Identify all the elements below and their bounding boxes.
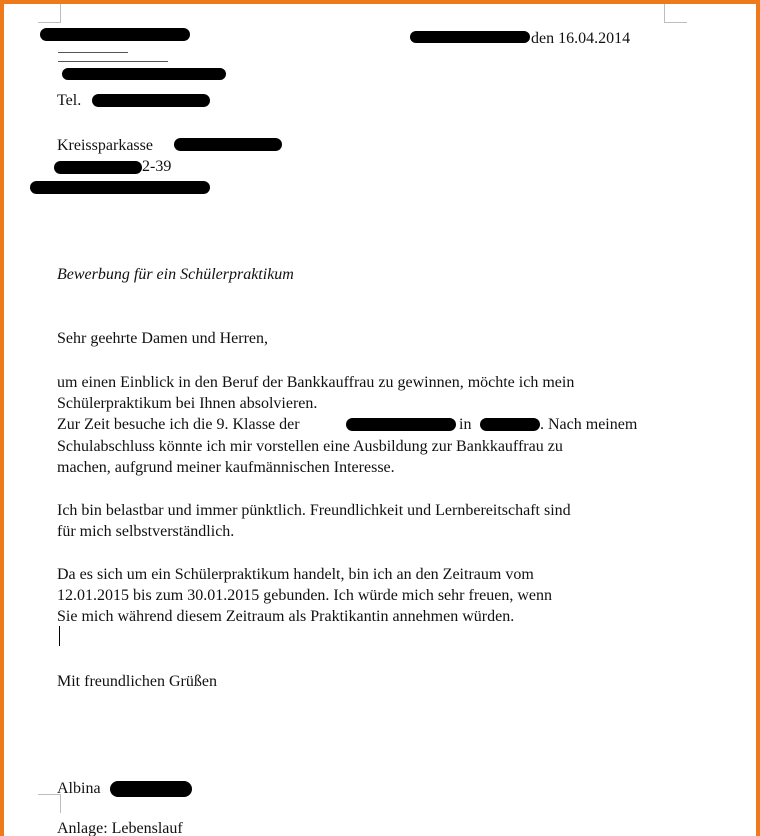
redacted-school-town	[480, 418, 540, 431]
body-line: . Nach meinem	[540, 416, 638, 433]
text-cursor[interactable]	[59, 626, 60, 646]
subject-line: Bewerbung für ein Schülerpraktikum	[57, 266, 294, 283]
salutation: Sehr geehrte Damen und Herren,	[57, 330, 269, 347]
redacted-recipient-street	[54, 161, 142, 174]
redacted-bank-location	[174, 138, 282, 151]
redacted-place	[410, 31, 530, 43]
redacted-signature-surname	[110, 781, 192, 797]
redacted-school-name	[346, 418, 456, 431]
letter-date: den 16.04.2014	[531, 30, 631, 47]
redaction-scribble	[58, 52, 128, 53]
recipient-bank-name: Kreissparkasse	[57, 137, 153, 154]
redacted-sender-phone	[92, 94, 210, 107]
body-line: Ich bin belastbar und immer pünktlich. Freundlichkeit und Lernbereitschaft sind	[57, 502, 571, 519]
body-line: um einen Einblick in den Beruf der Bankkauffrau zu gewinnen, möchte ich mein	[57, 374, 575, 391]
redacted-recipient-city	[30, 181, 210, 194]
redaction-scribble	[58, 61, 168, 62]
redacted-sender-street	[62, 68, 226, 80]
sender-phone-label: Tel.	[57, 92, 82, 109]
body-line: in	[459, 416, 472, 433]
enclosure-line: Anlage: Lebenslauf	[57, 820, 183, 836]
body-line: 12.01.2015 bis zum 30.01.2015 gebunden. Ich würde mich sehr freuen, wenn	[57, 587, 552, 604]
body-line: Sie mich während diesem Zeitraum als Praktikantin annehmen würden.	[57, 608, 515, 625]
body-line: Da es sich um ein Schülerpraktikum handelt, bin ich an den Zeitraum vom	[57, 566, 534, 583]
redacted-sender-name	[40, 28, 190, 41]
recipient-street-number: 2-39	[142, 158, 172, 175]
signature-first-name: Albina	[57, 780, 101, 797]
body-line: Schülerpraktikum bei Ihnen absolvieren.	[57, 395, 318, 412]
document-page	[4, 4, 756, 836]
crop-mark-top-right	[664, 4, 687, 23]
body-line: für mich selbstverständlich.	[57, 523, 235, 540]
body-line: machen, aufgrund meiner kaufmännischen Interesse.	[57, 459, 395, 476]
body-line: Zur Zeit besuche ich die 9. Klasse der	[57, 416, 300, 433]
body-line: Schulabschluss könnte ich mir vorstellen eine Ausbildung zur Bankkauffrau zu	[57, 438, 563, 455]
crop-mark-top-left	[38, 4, 61, 23]
closing: Mit freundlichen Grüßen	[57, 673, 217, 690]
